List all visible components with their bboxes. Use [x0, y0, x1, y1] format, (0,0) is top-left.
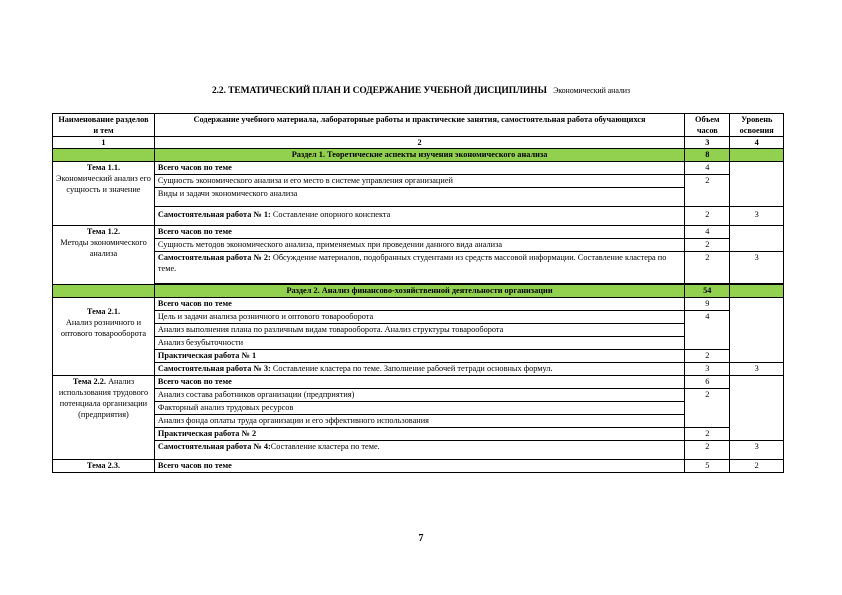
hours-value: 3 [685, 363, 730, 376]
topic-name: Тема 2.1. [86, 307, 121, 316]
total-hours-label: Всего часов по теме [157, 461, 232, 470]
table-row [53, 226, 784, 239]
table-row [53, 175, 784, 188]
header-level: Уровень освоения [730, 114, 784, 137]
topic-cell [53, 298, 155, 376]
content-item: Факторный анализ трудовых ресурсов [154, 402, 684, 415]
section-hours: 54 [685, 285, 730, 298]
table-row [53, 389, 784, 402]
content-item: Сущность экономического анализа и его место в системе управления организацией [154, 175, 684, 188]
table-row [53, 162, 784, 175]
self-work-label: Самостоятельная работа № 2: [157, 253, 271, 262]
table-row [53, 415, 784, 428]
section-row [53, 285, 784, 298]
table-row [53, 207, 784, 226]
self-work-text: Составление кластера по теме. [270, 442, 380, 451]
self-work-label: Самостоятельная работа № 3: [157, 364, 271, 373]
col-number: 2 [154, 137, 684, 149]
topic-cell [53, 226, 155, 285]
practical-work-label: Практическая работа № 1 [157, 351, 257, 360]
self-work-text: Обсуждение материалов, подобранных студентами из средств массовой информации. Составление кластера по теме. [157, 253, 667, 273]
level-value: 3 [730, 207, 784, 226]
table-row [53, 252, 784, 284]
table-row [53, 402, 784, 415]
hours-value: 2 [685, 389, 730, 428]
hours-value: 9 [685, 298, 730, 311]
col-number: 3 [685, 137, 730, 149]
section-title: Раздел 2. Анализ финансово-хозяйственной деятельности организации [154, 285, 684, 298]
total-hours-label: Всего часов по теме [157, 227, 232, 236]
practical-work-label: Практическая работа № 2 [157, 429, 257, 438]
col-number: 4 [730, 137, 784, 149]
topic-name: Тема 1.2. [86, 227, 121, 236]
total-hours-label: Всего часов по теме [157, 163, 232, 172]
column-number-row [53, 137, 784, 149]
self-work-label: Самостоятельная работа № 4: [157, 442, 271, 451]
section-title: Раздел 1. Теоретические аспекты изучения экономического анализа [154, 149, 684, 162]
hours-value: 4 [685, 162, 730, 175]
self-work-text: Составление опорного конспекта [272, 210, 391, 219]
self-work-text: Составление кластера по теме. Заполнение рабочей тетради основных формул. [272, 364, 553, 373]
hours-value: 2 [685, 239, 730, 252]
content-item: Сущность методов экономического анализа, применяемых при проведении данного вида анализа [154, 239, 684, 252]
level-value: 3 [730, 363, 784, 376]
hours-value: 2 [685, 175, 730, 207]
table-row [53, 428, 784, 441]
total-hours-label: Всего часов по теме [157, 377, 232, 386]
table-row [53, 239, 784, 252]
content-item: Анализ безубыточности [154, 337, 684, 350]
document-title [0, 86, 842, 96]
topic-description: Экономический анализ его сущность и значение [56, 174, 151, 194]
subject-name: Экономический анализ [553, 86, 630, 95]
topic-cell [53, 376, 155, 460]
table-row [53, 298, 784, 311]
table-row [53, 188, 784, 207]
page-number: 7 [418, 533, 424, 544]
hours-value: 4 [685, 226, 730, 239]
table-row [53, 363, 784, 376]
section-row [53, 149, 784, 162]
level-value: 3 [730, 252, 784, 284]
content-item: Анализ фонда оплаты труда организации и его эффективного использования [154, 415, 684, 428]
table-row [53, 350, 784, 363]
table-row [53, 311, 784, 324]
content-item: Цель и задачи анализа розничного и оптового товарооборота [154, 311, 684, 324]
table-row [53, 337, 784, 350]
hours-value: 2 [685, 207, 730, 226]
table-row [53, 376, 784, 389]
hours-value: 6 [685, 376, 730, 389]
topic-description: использования трудового потенциала организации (предприятия) [58, 388, 149, 419]
topic-description: Методы экономического анализа [60, 238, 147, 258]
table-row [53, 324, 784, 337]
topic-name: Тема 2.3. [86, 461, 121, 470]
hours-value: 2 [685, 252, 730, 284]
topic-description: Анализ розничного и оптового товарооборота [60, 318, 147, 338]
topic-name: Тема 1.1. [86, 163, 121, 172]
header-sections: Наименование разделов и тем [53, 114, 155, 137]
table-header-row [53, 114, 784, 137]
level-value: 3 [730, 441, 784, 460]
content-item: Анализ состава работников организации (предприятия) [154, 389, 684, 402]
total-hours-label: Всего часов по теме [157, 299, 232, 308]
header-hours: Объем часов [685, 114, 730, 137]
content-item: Анализ выполнения плана по различным видам товарооборота. Анализ структуры товарооборота [154, 324, 684, 337]
table-row [53, 441, 784, 460]
hours-value: 2 [685, 350, 730, 363]
hours-value: 2 [685, 441, 730, 460]
hours-value: 2 [685, 428, 730, 441]
topic-cell [53, 162, 155, 226]
col-number: 1 [53, 137, 155, 149]
self-work-label: Самостоятельная работа № 1: [157, 210, 271, 219]
hours-value: 4 [685, 311, 730, 350]
header-content: Содержание учебного материала, лабораторные работы и практические занятия, самостоятельная работа обучающихся [154, 114, 684, 137]
section-hours: 8 [685, 149, 730, 162]
table-row [53, 460, 784, 473]
title-text: 2.2. ТЕМАТИЧЕСКИЙ ПЛАН И СОДЕРЖАНИЕ УЧЕБНОЙ ДИСЦИПЛИНЫ [212, 86, 547, 96]
topic-name: Тема 2.2. [72, 377, 106, 386]
content-item: Виды и задачи экономического анализа [154, 188, 684, 207]
topic-description-start: Анализ [108, 377, 135, 386]
hours-value: 5 [685, 460, 730, 473]
thematic-plan-table [52, 113, 784, 473]
level-value: 2 [730, 460, 784, 473]
